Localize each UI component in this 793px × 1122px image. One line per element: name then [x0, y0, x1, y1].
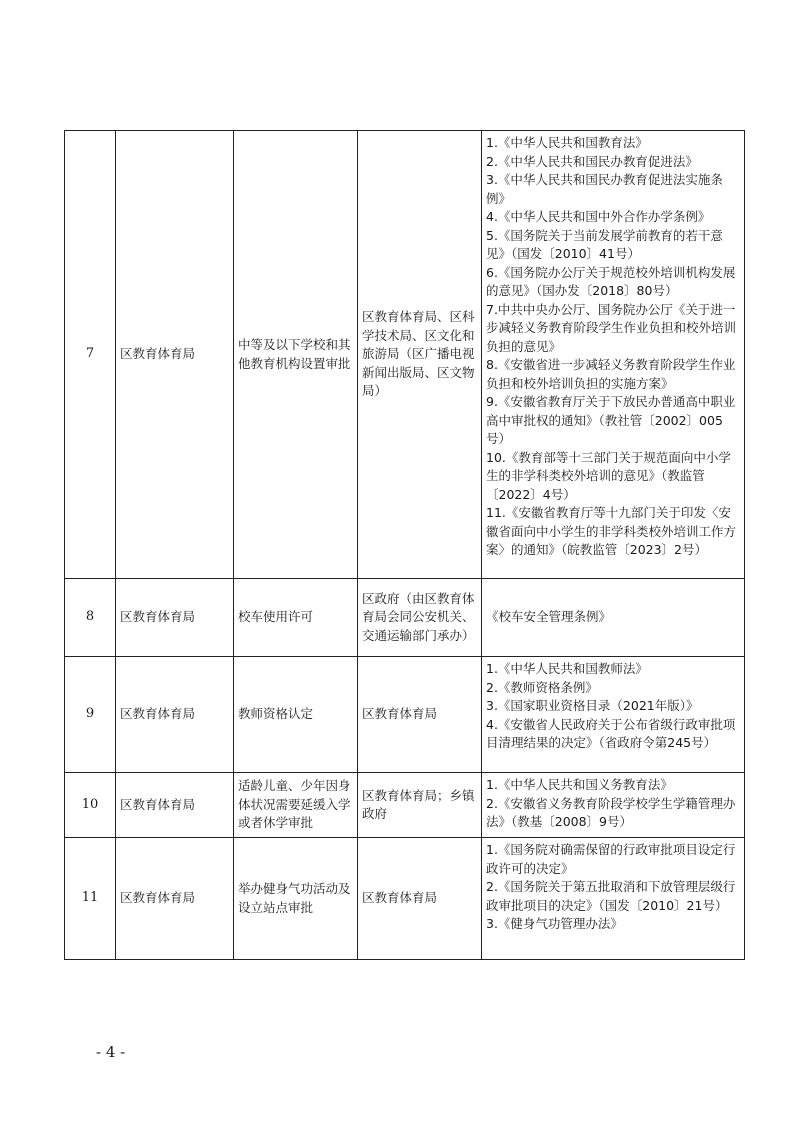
legal-basis-line: 1.《国务院对确需保留的行政审批项目设定行政许可的决定》 — [486, 842, 736, 876]
table-row — [65, 131, 745, 579]
legal-basis-cell — [482, 131, 745, 579]
department-cell: 区教育体育局 — [116, 579, 234, 657]
legal-basis-line: 2.《教师资格条例》 — [486, 679, 598, 695]
legal-basis-cell — [482, 773, 745, 838]
department-cell: 区教育体育局 — [116, 773, 234, 838]
legal-basis-line: 9.《安徽省教育厅关于下放民办普通高中职业高中审批权的通知》（教社管〔2002〕005号） — [486, 394, 736, 446]
legal-basis-line: 4.《中华人民共和国中外合作办学条例》 — [486, 209, 711, 224]
implementing-org-cell: 区政府（由区教育体育局会同公安机关、交通运输部门承办） — [358, 579, 482, 657]
legal-basis-line: 《校车安全管理条例》 — [486, 609, 612, 625]
legal-basis-cell — [482, 579, 745, 657]
legal-basis-line: 4.《安徽省人民政府关于公布省级行政审批项目清理结果的决定》（省政府令第245号） — [486, 716, 736, 750]
legal-basis-line: 2.《中华人民共和国民办教育促进法》 — [486, 153, 698, 169]
table-row — [65, 657, 745, 773]
approval-item-cell: 举办健身气功活动及设立站点审批 — [234, 838, 358, 960]
legal-basis-line: 1.《中华人民共和国教师法》 — [486, 661, 648, 676]
approval-item-cell: 教师资格认定 — [234, 657, 358, 773]
approval-items-table — [64, 130, 745, 960]
implementing-org-cell: 区教育体育局 — [358, 657, 482, 773]
table-row — [65, 773, 745, 838]
legal-basis-line: 5.《国务院关于当前发展学前教育的若干意见》（国发〔2010〕41号） — [486, 227, 723, 261]
table-row — [65, 838, 745, 960]
department-cell: 区教育体育局 — [116, 131, 234, 579]
implementing-org-cell: 区教育体育局 — [358, 838, 482, 960]
legal-basis-line: 2.《国务院关于第五批取消和下放管理层级行政审批项目的决定》（国发〔2010〕21号） — [486, 879, 736, 913]
table-body — [65, 131, 745, 960]
department-cell: 区教育体育局 — [116, 838, 234, 960]
legal-basis-line: 2.《安徽省义务教育阶段学校学生学籍管理办法》（教基〔2008〕9号） — [486, 795, 736, 829]
legal-basis-line: 6.《国务院办公厅关于规范校外培训机构发展的意见》（国办发〔2018〕80号） — [486, 264, 736, 298]
legal-basis-line: 8.《安徽省进一步减轻义务教育阶段学生作业负担和校外培训负担的实施方案》 — [486, 357, 736, 391]
approval-item-cell: 中等及以下学校和其他教育机构设置审批 — [234, 131, 358, 579]
legal-basis-line: 3.《中华人民共和国民办教育促进法实施条例》 — [486, 172, 723, 206]
approval-item-cell: 适龄儿童、少年因身体状况需要延缓入学或者休学审批 — [234, 773, 358, 838]
legal-basis-line: 1.《中华人民共和国教育法》 — [486, 135, 648, 150]
legal-basis-line: 3.《国家职业资格目录（2021年版）》 — [486, 698, 699, 713]
department-cell: 区教育体育局 — [116, 657, 234, 773]
row-number: 10 — [65, 773, 116, 838]
approval-items-table-container — [64, 130, 744, 960]
legal-basis-line: 11.《安徽省教育厅等十九部门关于印发〈安徽省面向中小学生的非学科类校外培训工作方案〉的通知》（皖教监管〔2023〕2号） — [486, 505, 737, 557]
legal-basis-cell — [482, 838, 745, 960]
legal-basis-line: 7.中共中央办公厅、国务院办公厅《关于进一步减轻义务教育阶段学生作业负担和校外培训负担的意见》 — [486, 301, 737, 354]
row-number: 8 — [65, 579, 116, 657]
approval-item-cell: 校车使用许可 — [234, 579, 358, 657]
legal-basis-line: 1.《中华人民共和国义务教育法》 — [486, 777, 673, 792]
implementing-org-cell: 区教育体育局、区科学技术局、区文化和旅游局（区广播电视新闻出版局、区文物局） — [358, 131, 482, 579]
table-row — [65, 579, 745, 657]
page-number: - 4 - — [96, 1043, 126, 1061]
row-number: 11 — [65, 838, 116, 960]
legal-basis-cell — [482, 657, 745, 773]
row-number: 7 — [65, 131, 116, 579]
implementing-org-cell: 区教育体育局；乡镇政府 — [358, 773, 482, 838]
legal-basis-line: 10.《教育部等十三部门关于规范面向中小学生的非学科类校外培训的意见》（教监管〔2022〕4号） — [486, 449, 731, 502]
legal-basis-line: 3.《健身气功管理办法》 — [486, 916, 623, 931]
row-number: 9 — [65, 657, 116, 773]
